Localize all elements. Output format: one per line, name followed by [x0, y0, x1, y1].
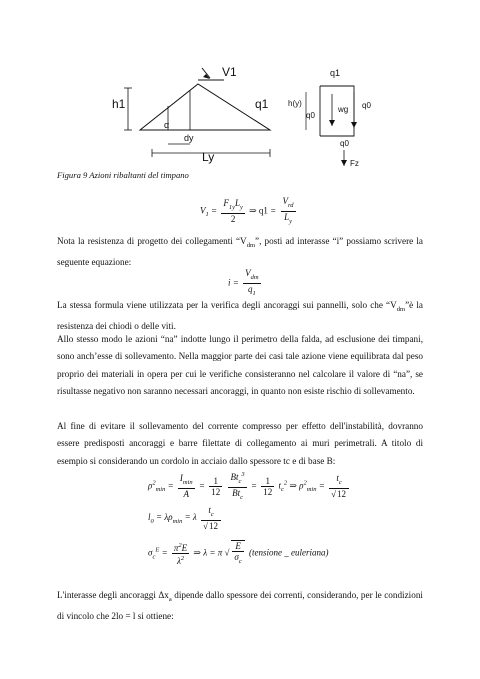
paragraph-5: L'interasse degli ancoraggi $\Delta x_a$ dipende dallo spessore dei correnti, considerando, per le condizioni di vincolo che 2lo = l si ottiene: — [57, 590, 423, 622]
label-q1-left: q1 — [255, 97, 269, 111]
figure-caption: Figura 9 Azioni ribaltanti del timpano — [57, 170, 189, 180]
label-v1: V1 — [222, 65, 237, 79]
paragraph-1: Nota la resistenza di progetto dei collegamenti “$V_{dm}$”, posti ad interasse “i” possiamo scrivere la seguente equazione: — [57, 236, 423, 268]
force-diagram — [110, 62, 400, 174]
equation-sigma: $\sigma_c^E$ = $\frac{\pi^2E}{\lambda^2}$ ⇒ λ = π √ $\frac{E}{\sigma_c}$ (tensione _ euleriana) — [148, 541, 329, 566]
label-alpha: α — [164, 120, 170, 130]
label-hy: h(y) — [288, 99, 302, 108]
label-fz: Fz — [350, 159, 359, 168]
paragraph-2: La stessa formula viene utilizzata per la verifica degli ancoraggi sui pannelli, solo che “$V_{dm}”è$ la resistenza dei chiodi o delle viti. — [57, 300, 423, 332]
figure-tympanum-forces — [110, 62, 400, 174]
equation-rho: $\rho^2_{min}$ = $\frac{I_{min}}{A}$ = $\frac{1}{12}$ $\frac{Bt_c^3}{Bt_c}$ = $\frac{1}{12}$ $t_c^2$ ⇒ $\rho^2_{min}$ = $\frac{t_c}{√12}$ — [148, 470, 351, 503]
label-wg: wg — [338, 105, 349, 114]
label-ly: Ly — [202, 150, 215, 164]
paragraph-3: Allo stesso modo le azioni “na” indotte lungo il perimetro della falda, ad esclusione dei timpani, sono anch’esse di sollevamento. Nella maggior parte dei casi tale azione viene equilibrata dal peso proprio dei materiali in opera per cui le verifiche consisteranno nel calcolare il valore di “na”, se risultasse negativo non saranno necessari ancoraggi, in quanto non esiste rischio di sollevamento. — [57, 334, 423, 397]
label-q0-left: q0 — [306, 111, 315, 120]
label-q0-right: q0 — [362, 101, 371, 110]
section-outline — [320, 86, 354, 136]
label-h1: h1 — [112, 97, 126, 111]
equation-v1: $V_1$ = $\frac{F_{1y}L_y}{2}$ ⇒ q1 = $\frac{V_{rd}}{L_y}$ — [200, 196, 294, 225]
equation-l0: $l_0 = \lambda\rho_{min} = \lambda$ $\frac{t_c}{√12}$ — [148, 505, 223, 531]
paragraph-4: Al fine di evitare il sollevamento del corrente compresso per effetto dell'instabilità, dovranno essere predisposti ancoraggi e barre filettate di collegamento ai muri perimetrali. A titolo di esempio si considerando un cordolo in acciaio dallo spessore tc e di base B: — [57, 421, 423, 466]
label-q0-bottom: q0 — [340, 139, 349, 148]
equation-i: i = $\frac{V_{dm}}{q_1}$ — [228, 268, 259, 297]
tympanum-triangle — [140, 84, 270, 130]
label-dy: dy — [184, 133, 194, 143]
label-q1-right: q1 — [330, 68, 341, 78]
